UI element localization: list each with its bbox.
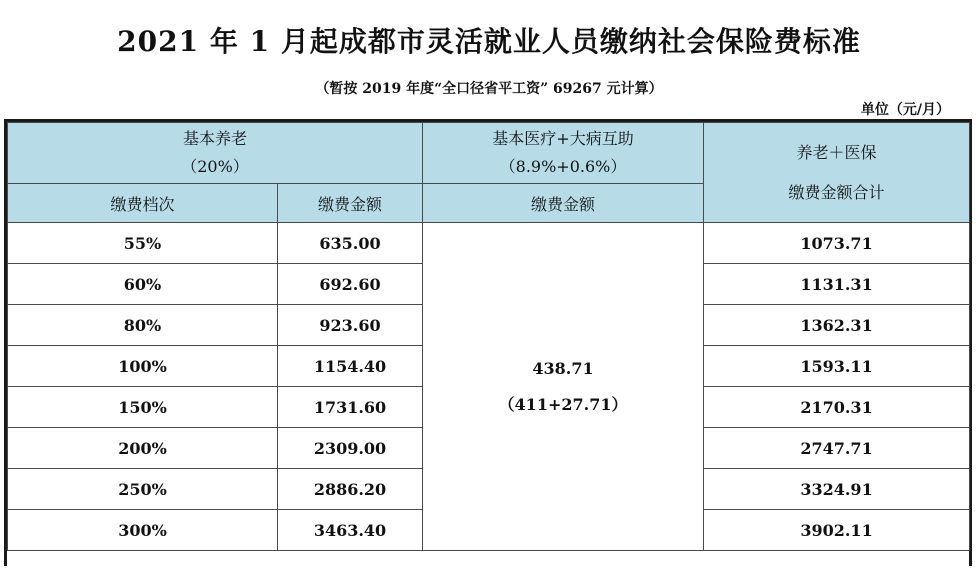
insurance-table-container bbox=[4, 119, 972, 566]
pension-cell: 692.60 bbox=[278, 264, 423, 305]
header-total bbox=[704, 123, 970, 223]
header-level: 缴费档次 bbox=[8, 184, 278, 223]
level-cell: 100% bbox=[8, 346, 278, 387]
level-cell: 250% bbox=[8, 469, 278, 510]
total-cell: 3324.91 bbox=[704, 469, 970, 510]
header-pension bbox=[8, 123, 423, 184]
page-subtitle: （暂按 2019 年度“全口径省平工资” 69267 元计算） bbox=[315, 81, 663, 97]
header-medical-amount: 缴费金额 bbox=[423, 184, 704, 223]
total-cell: 2747.71 bbox=[704, 428, 970, 469]
level-cell: 60% bbox=[8, 264, 278, 305]
total-cell: 2170.31 bbox=[704, 387, 970, 428]
total-cell: 1073.71 bbox=[704, 223, 970, 264]
pension-cell: 2886.20 bbox=[278, 469, 423, 510]
total-cell: 1131.31 bbox=[704, 264, 970, 305]
level-cell: 80% bbox=[8, 305, 278, 346]
medical-breakdown: （411+27.71） bbox=[498, 394, 628, 414]
pension-cell: 2309.00 bbox=[278, 428, 423, 469]
total-cell: 1362.31 bbox=[704, 305, 970, 346]
level-cell: 300% bbox=[8, 510, 278, 551]
unit-label: 单位（元/月） bbox=[860, 102, 950, 118]
header-pension-rate: （20%） bbox=[181, 157, 249, 176]
total-cell: 1593.11 bbox=[704, 346, 970, 387]
medical-merged-cell bbox=[423, 223, 704, 551]
header-pension-title: 基本养老 bbox=[183, 129, 248, 148]
level-cell: 55% bbox=[8, 223, 278, 264]
level-cell: 200% bbox=[8, 428, 278, 469]
header-total-line1: 养老＋医保 bbox=[796, 142, 877, 162]
table-row bbox=[8, 223, 970, 264]
total-cell: 3902.11 bbox=[704, 510, 970, 551]
medical-value: 438.71 bbox=[532, 358, 594, 378]
level-cell: 150% bbox=[8, 387, 278, 428]
header-medical-rate: （8.9%+0.6%） bbox=[499, 157, 627, 176]
header-medical bbox=[423, 123, 704, 184]
header-pension-amount: 缴费金额 bbox=[278, 184, 423, 223]
pension-cell: 1731.60 bbox=[278, 387, 423, 428]
header-total-line2: 缴费金额合计 bbox=[788, 182, 885, 202]
pension-cell: 1154.40 bbox=[278, 346, 423, 387]
pension-cell: 635.00 bbox=[278, 223, 423, 264]
pension-cell: 923.60 bbox=[278, 305, 423, 346]
pension-cell: 3463.40 bbox=[278, 510, 423, 551]
page-title: 2021 年 1 月起成都市灵活就业人员缴纳社会保险费标准 bbox=[117, 25, 861, 58]
insurance-table bbox=[7, 122, 970, 551]
header-medical-title: 基本医疗+大病互助 bbox=[492, 129, 634, 148]
